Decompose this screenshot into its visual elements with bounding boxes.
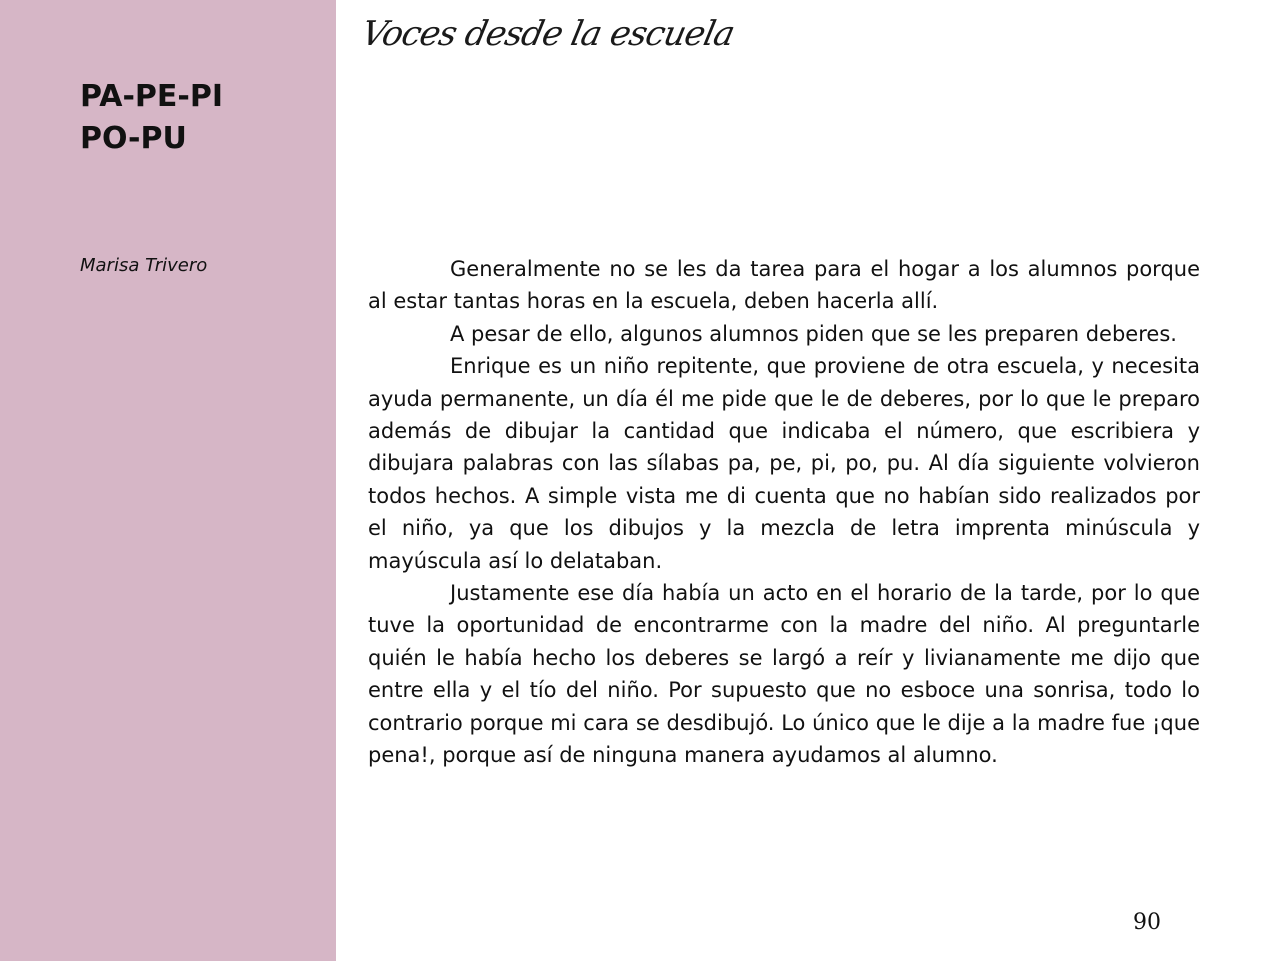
series-title: Voces desde la escuela [358,14,738,54]
paragraph: Justamente ese día había un acto en el horario de la tarde, por lo que tuve la oportunidad de encontrarme con la madre del niño. Al preguntarle quién le había hecho los deberes se largó a reír y livianamente me dijo que entre ella y el tío del niño. Por supuesto que no esboce una sonrisa, todo lo contrario porque mi cara se desdibujó. Lo único que le dije a la madre fue ¡que pena!, porque así de ninguna manera ayudamos al alumno. [368,581,1200,768]
story-title-line: PO-PU [80,121,187,156]
sidebar-panel [0,0,336,961]
author-name: Marisa Trivero [80,255,208,276]
paragraph: A pesar de ello, algunos alumnos piden que se les preparen deberes. [450,321,1177,346]
paragraph: Generalmente no se les da tarea para el hogar a los alumnos porque al estar tantas horas en la escuela, deben hacerla allí. [368,257,1200,314]
story-body [368,253,1200,772]
paragraph: Enrique es un niño repitente, que proviene de otra escuela, y necesita ayuda permanente, un día él me pide que le de deberes, por lo que le preparo además de dibujar la cantidad que indicaba el número, que escribiera y dibujara palabras con las sílabas pa, pe, pi, po, pu. Al día siguiente volvieron todos hechos. A simple vista me di cuenta que no habían sido realizados por el niño, ya que los dibujos y la mezcla de letra imprenta minúscula y mayúscula así lo delataban. [368,354,1200,573]
story-title [80,76,223,160]
page-number: 90 [1133,910,1161,935]
story-title-line: PA-PE-PI [80,79,223,114]
